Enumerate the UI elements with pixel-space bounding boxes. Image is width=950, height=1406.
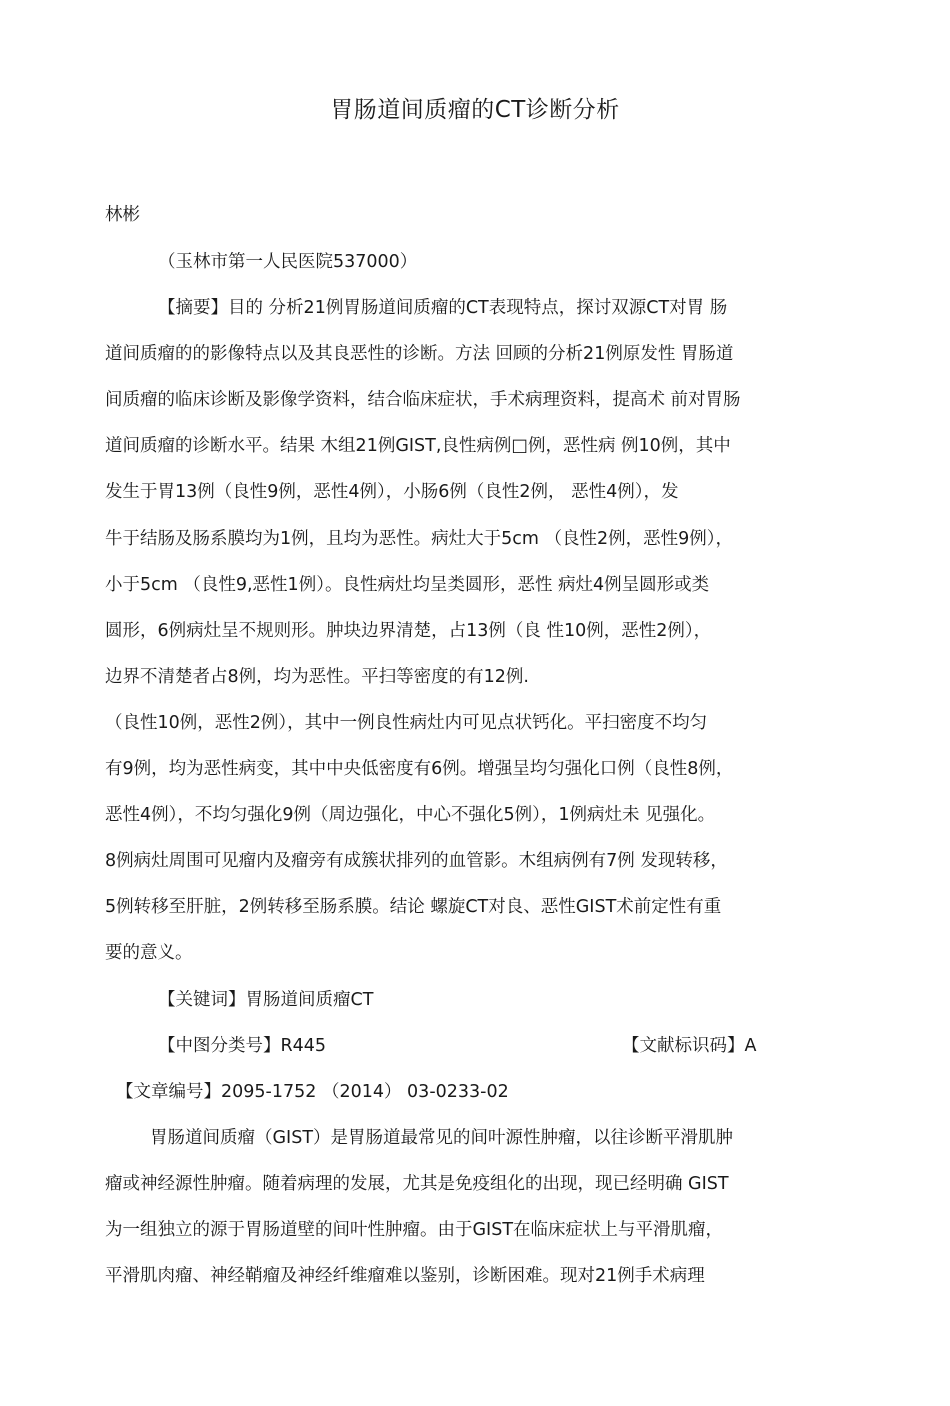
- abstract-line: （良性10例，恶性2例），其中一例良性病灶内可见点状钙化。平扫密度不均匀: [105, 713, 708, 733]
- classification-number: 【中图分类号】R445: [158, 1036, 327, 1056]
- author-name: 林彬: [105, 205, 140, 225]
- abstract-line: 道间质瘤的的影像特点以及其良恶性的诊断。方法 回顾的分析21例原发性 胃肠道: [105, 344, 734, 364]
- body-line: 为一组独立的源于胃肠道壁的间叶性肿瘤。由于GIST在临床症状上与平滑肌瘤，: [105, 1220, 724, 1240]
- affiliation: （玉林市第一人民医院537000）: [158, 252, 418, 272]
- abstract-line: 发生于胃13例（良性9例，恶性4例），小肠6例（良性2例， 恶性4例），发: [105, 482, 679, 502]
- abstract-line: 间质瘤的临床诊断及影像学资料，结合临床症状，手术病理资料，提高术 前对胃肠: [105, 390, 741, 410]
- abstract-line: 圆形，6例病灶呈不规则形。肿块边界清楚，占13例（良 性10例，恶性2例），: [105, 621, 712, 641]
- document-title: 胃肠道间质瘤的CT诊断分析: [330, 97, 620, 123]
- abstract-line: 恶性4例），不均匀强化9例（周边强化，中心不强化5例），1例病灶未 见强化。: [105, 805, 716, 825]
- abstract-line: 边界不清楚者占8例，均为恶性。平扫等密度的有12例.: [105, 667, 529, 687]
- abstract-line: 牛于结肠及肠系膜均为1例，且均为恶性。病灶大于5cm （良性2例，恶性9例），: [105, 529, 734, 549]
- document-code: 【文献标识码】A: [622, 1036, 757, 1056]
- abstract-line: 8例病灶周围可见瘤内及瘤旁有成簇状排列的血管影。木组病例有7例 发现转移，: [105, 851, 728, 871]
- abstract-line: 要的意义。: [105, 943, 193, 963]
- abstract-line: 【摘要】目的 分析21例胃肠道间质瘤的CT表现特点，探讨双源CT对胃 肠: [158, 298, 728, 318]
- abstract-line: 小于5cm （良性9,恶性1例）。良性病灶均呈类圆形，恶性 病灶4例呈圆形或类: [105, 575, 710, 595]
- article-number: 【文章编号】2095-1752 （2014） 03-0233-02: [116, 1082, 509, 1102]
- abstract-line: 道间质瘤的诊断水平。结果 木组21例GIST,良性病例□例，恶性病 例10例，其中: [105, 436, 731, 456]
- body-line: 平滑肌肉瘤、神经鞘瘤及神经纤维瘤难以鉴别，诊断困难。现对21例手术病理: [105, 1266, 705, 1286]
- abstract-line: 5例转移至肝脏，2例转移至肠系膜。结论 螺旋CT对良、恶性GIST术前定性有重: [105, 897, 722, 917]
- abstract-line: 有9例，均为恶性病变，其中中央低密度有6例。增强呈均匀强化口例（良性8例，: [105, 759, 734, 779]
- body-line: 瘤或神经源性肿瘤。随着病理的发展，尤其是免疫组化的出现，现已经明确 GIST: [105, 1174, 729, 1194]
- keywords: 【关键词】胃肠道间质瘤CT: [158, 990, 374, 1010]
- body-line: 胃肠道间质瘤（GIST）是胃肠道最常见的间叶源性肿瘤，以往诊断平滑肌肿: [150, 1128, 734, 1148]
